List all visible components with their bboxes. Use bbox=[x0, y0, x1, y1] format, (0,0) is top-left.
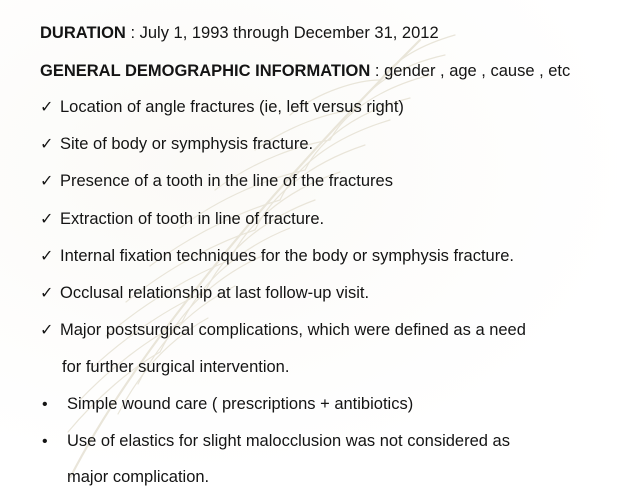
checklist-item bbox=[40, 208, 324, 231]
checklist-item-text: Site of body or symphysis fracture. bbox=[60, 135, 314, 153]
bullet-item-text: Use of elastics for slight malocclusion was not considered as bbox=[67, 432, 510, 450]
checklist-item-text: Internal fixation techniques for the body or symphysis fracture. bbox=[60, 247, 514, 265]
duration-value: : July 1, 1993 through December 31, 2012 bbox=[125, 24, 439, 42]
demographic-label: GENERAL DEMOGRAPHIC INFORMATION bbox=[40, 62, 371, 80]
checkmark-icon: ✓ bbox=[40, 136, 54, 153]
checklist-item bbox=[40, 170, 393, 193]
bullet-icon: • bbox=[42, 396, 48, 413]
checklist-item-text: Presence of a tooth in the line of the fractures bbox=[60, 172, 393, 190]
checklist-item bbox=[40, 319, 526, 342]
checklist-item bbox=[40, 96, 404, 119]
bullet-icon: • bbox=[42, 433, 48, 450]
checkmark-icon: ✓ bbox=[40, 248, 54, 265]
bullet-continuation: major complication. bbox=[67, 468, 210, 486]
demographic-value: : gender , age , cause , etc bbox=[370, 62, 571, 80]
checkmark-icon: ✓ bbox=[40, 285, 54, 302]
checklist-item-text: Major postsurgical complications, which were defined as a need bbox=[60, 321, 526, 339]
checkmark-icon: ✓ bbox=[40, 173, 54, 190]
checklist-item-text: Location of angle fractures (ie, left versus right) bbox=[60, 98, 404, 116]
duration-line bbox=[40, 22, 439, 44]
checklist-continuation: for further surgical intervention. bbox=[62, 358, 290, 376]
checklist-item-text: Occlusal relationship at last follow-up visit. bbox=[60, 284, 370, 302]
checklist-item bbox=[40, 282, 369, 305]
checklist-item bbox=[40, 245, 514, 268]
demographic-line bbox=[40, 60, 570, 82]
bullet-item bbox=[40, 430, 510, 453]
checkmark-icon: ✓ bbox=[40, 211, 54, 228]
bullet-item bbox=[40, 393, 413, 416]
bullet-item-text: Simple wound care ( prescriptions + antibiotics) bbox=[67, 395, 414, 413]
checkmark-icon: ✓ bbox=[40, 99, 54, 116]
duration-label: DURATION bbox=[40, 24, 126, 42]
checkmark-icon: ✓ bbox=[40, 322, 54, 339]
checklist-item-text: Extraction of tooth in line of fracture. bbox=[60, 210, 325, 228]
checklist-item bbox=[40, 133, 313, 156]
